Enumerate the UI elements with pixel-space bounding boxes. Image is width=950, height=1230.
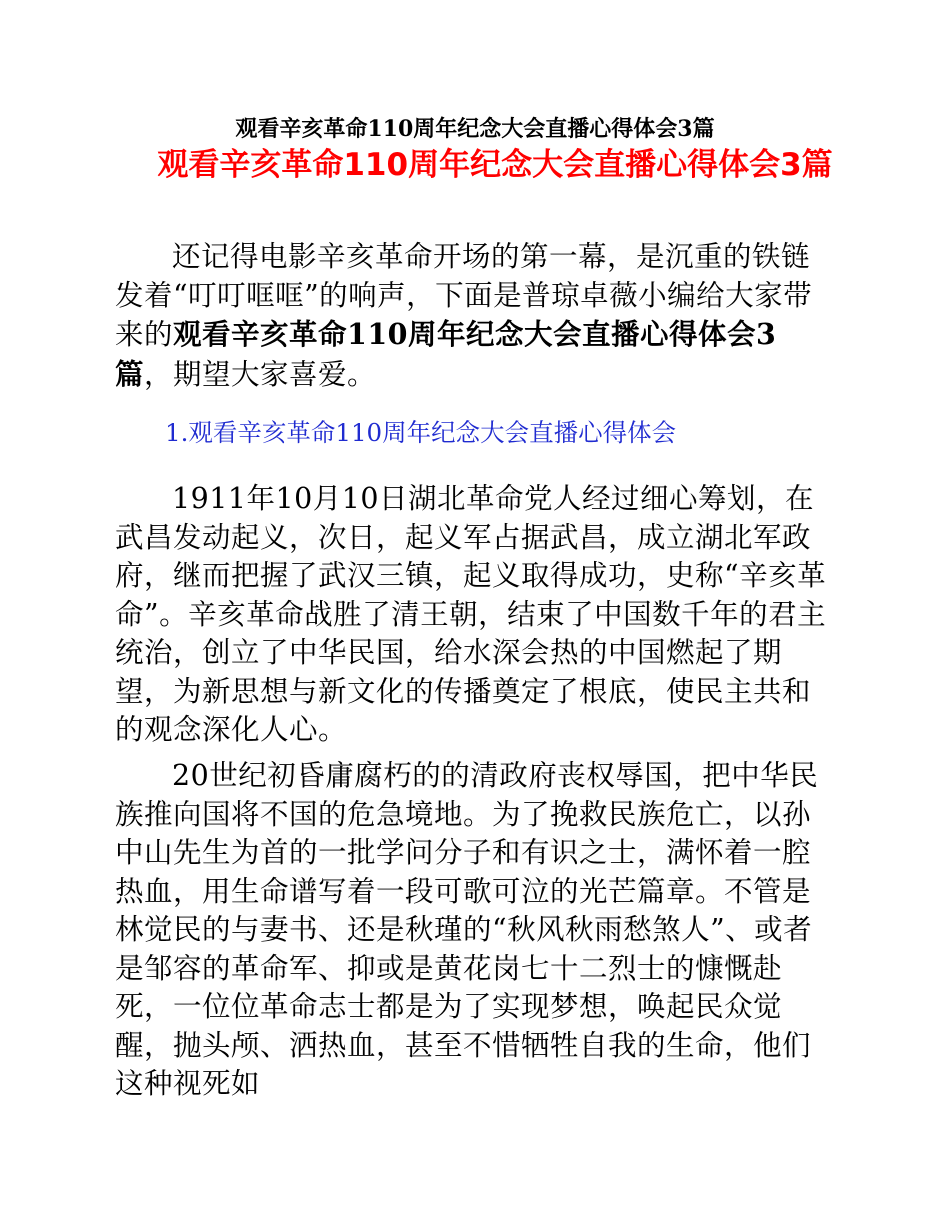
intro-paragraph <box>115 238 833 394</box>
body-paragraph-2: 20世纪初昏庸腐朽的的清政府丧权辱国，把中华民族推向国将不国的危急境地。为了挽救民族危亡，以孙中山先生为首的一批学问分子和有识之士，满怀着一腔热血，用生命谱写着一段可歌可泣的光芒篇章。不管是林觉民的与妻书、还是秋瑾的“秋风秋雨愁煞人”、或者是邹容的革命军、抑或是黄花岗七十二烈士的慷慨赴死，一位位革命志士都是为了实现梦想，唤起民众觉醒，抛头颅、洒热血，甚至不惜牺牲自我的生命，他们这种视死如 <box>115 759 819 1100</box>
running-title: 观看辛亥革命110周年纪念大会直播心得体会3篇 <box>235 116 715 142</box>
intro-text-after: ，期望大家喜爱。 <box>144 357 377 391</box>
section-heading: 1.观看辛亥革命110周年纪念大会直播心得体会 <box>165 418 677 447</box>
intro-emphasis: 观看辛亥革命110周年纪念大会直播心得体会3篇 <box>115 317 777 391</box>
body-paragraph-1: 1911年10月10日湖北革命党人经过细心筹划，在武昌发动起义，次日，起义军占据武昌，成立湖北军政府，继而把握了武汉三镇，起义取得成功，史称“辛亥革命”。辛亥革命战胜了清王朝，结束了中国数千年的君主统治，创立了中华民国，给水深会热的中国燃起了期望，为新思想与新文化的传播奠定了根底，使民主共和的观念深化人心。 <box>115 482 827 746</box>
intro-text-before: 还记得电影辛亥革命开场的第一幕，是沉重的铁链发着“叮叮哐哐”的响声，下面是普琼卓薇小编给大家带来的 <box>115 240 813 351</box>
main-title: 观看辛亥革命110周年纪念大会直播心得体会3篇 <box>157 147 833 183</box>
